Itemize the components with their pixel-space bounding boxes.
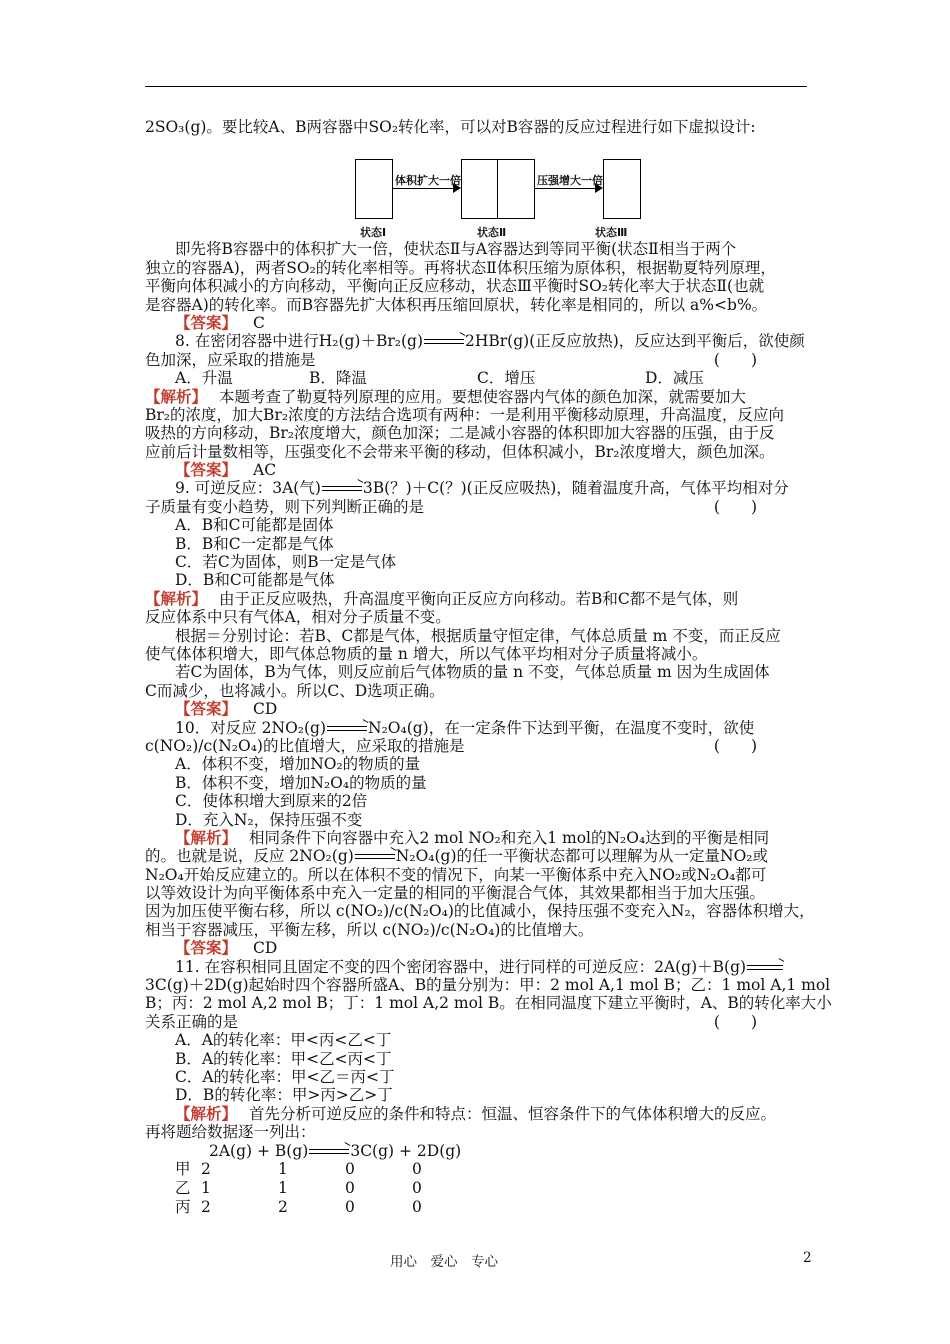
option-a: A．A的转化率：甲<丙<乙<丁 bbox=[175, 1031, 392, 1050]
analysis-tag: 【解析】 bbox=[175, 827, 238, 847]
analysis-line: 反应体系中只有气体A，相对分子质量不变。 bbox=[145, 608, 451, 627]
row-label: 乙 bbox=[175, 1178, 191, 1197]
equation-left: 2A(g) + B(g) bbox=[209, 1141, 309, 1160]
cell: 0 bbox=[412, 1197, 422, 1216]
intro-para-line: 平衡向体积减小的方向移动，平衡向正反应移动，状态Ⅲ平衡时SO₂转化率大于状态Ⅱ(也就 bbox=[145, 277, 765, 296]
answer-value: C bbox=[253, 313, 265, 332]
q8-answer bbox=[145, 461, 807, 479]
q8-options bbox=[145, 369, 807, 387]
analysis-line: 因为加压使平衡右移，所以 c(NO₂)/c(N₂O₄)的比值减小，保持压强不变充入N₂，容器体积增大， bbox=[145, 902, 815, 921]
cell: 0 bbox=[345, 1197, 355, 1216]
option-a: A．体积不变，增加NO₂的物质的量 bbox=[175, 755, 421, 774]
analysis-text-a: 的。也就是说，反应 2NO₂(g) bbox=[145, 847, 354, 866]
q10-analysis bbox=[145, 829, 807, 847]
state2-label: 状态Ⅱ bbox=[477, 226, 507, 240]
state3-label: 状态Ⅲ bbox=[595, 226, 628, 240]
q8-stem-c: 色加深，应采取的措施是 bbox=[145, 350, 316, 369]
q11-equation bbox=[145, 1142, 807, 1160]
state1-box bbox=[355, 159, 393, 219]
analysis-line: 吸热的方向移动，Br₂浓度增大，颜色加深；二是减小容器的体积即加大容器的压强，由于反 bbox=[145, 424, 775, 443]
intro-answer bbox=[145, 314, 807, 332]
cell: 2 bbox=[201, 1197, 211, 1216]
analysis-text: 本题考查了勒夏特列原理的应用。要想使容器内气体的颜色加深，就需要加大 bbox=[219, 387, 747, 406]
state2-box-right bbox=[497, 159, 535, 219]
analysis-line: 再将题给数据逐一列出： bbox=[145, 1123, 316, 1142]
analysis-line: 若C为固体，B为气体，则反应前后气体物质的量 n 不变，气体总质量 m 因为生成固体 bbox=[175, 663, 770, 682]
q9-stem-c: 子质量有变小趋势，则下列判断正确的是 bbox=[145, 497, 425, 516]
row-label: 甲 bbox=[175, 1159, 191, 1178]
state3-box bbox=[603, 159, 641, 219]
arrow1-label: 体积扩大一倍 bbox=[395, 174, 461, 188]
intro-line: 2SO₃(g)。要比较A、B两容器中SO₂转化率，可以对B容器的反应过程进行如下虚拟设计: bbox=[145, 118, 756, 136]
cell: 0 bbox=[345, 1159, 355, 1178]
option-c: C．若C为固体，则B一定是气体 bbox=[175, 553, 397, 572]
option-d: D．B和C可能都是气体 bbox=[175, 571, 335, 590]
arrow1-line bbox=[393, 188, 459, 189]
q11-stem-line: 3C(g)＋2D(g)起始时四个容器所盛A、B的量分别为：甲：2 mol A,1 mol B；乙：1 mol A,1 mol bbox=[145, 976, 831, 995]
option-c: C．使体积增大到原来的2倍 bbox=[175, 792, 368, 811]
table-row bbox=[145, 1179, 807, 1198]
option-d: D．充入N₂，保持压强不变 bbox=[175, 810, 363, 829]
analysis-line: 根据＝分别讨论：若B、C都是气体，根据质量守恒定律，气体总质量 m 不变，而正反应 bbox=[175, 626, 781, 645]
q11-stem-line4 bbox=[145, 1013, 807, 1031]
answer-blank: ( ) bbox=[713, 736, 757, 755]
option-c: C．A的转化率：甲<乙＝丙<丁 bbox=[175, 1067, 395, 1086]
cell: 2 bbox=[201, 1159, 211, 1178]
cell: 0 bbox=[412, 1159, 422, 1178]
option-b: B．B和C一定都是气体 bbox=[175, 534, 334, 553]
answer-blank: ( ) bbox=[713, 350, 757, 369]
q9-stem bbox=[145, 479, 807, 497]
option-a: A．升温 bbox=[175, 369, 233, 388]
q11-stem-a: 11. 在容积相同且固定不变的四个密闭容器中，进行同样的可逆反应：2A(g)＋B(g) bbox=[175, 957, 747, 976]
q8-stem-a: 8. 在密闭容器中进行H₂(g)＋Br₂(g) bbox=[175, 332, 423, 351]
answer-tag: 【答案】 bbox=[175, 699, 238, 719]
equilibrium-arrow-icon bbox=[327, 724, 367, 734]
cell: 2 bbox=[278, 1197, 288, 1216]
answer-blank: ( ) bbox=[713, 497, 757, 516]
analysis-line: Br₂的浓度，加大Br₂浓度的方法结合选项有两种：一是利用平衡移动原理，升高温度，反应向 bbox=[145, 405, 785, 424]
analysis-text: 相同条件下向容器中充入2 mol NO₂和充入1 mol的N₂O₄达到的平衡是相同 bbox=[249, 828, 770, 847]
q8-stem bbox=[145, 332, 807, 350]
virtual-design-diagram bbox=[145, 136, 807, 240]
header-rule bbox=[145, 86, 807, 87]
q9-answer bbox=[145, 700, 807, 718]
footer-text: 用心 爱心 专心 bbox=[390, 1254, 498, 1270]
page-content bbox=[145, 118, 832, 1217]
table-row bbox=[145, 1198, 807, 1217]
cell: 0 bbox=[412, 1178, 422, 1197]
cell: 1 bbox=[278, 1159, 288, 1178]
q10-stem bbox=[145, 719, 807, 737]
q8-stem-b: 2HBr(g)(正反应放热)，反应达到平衡后，欲使颜 bbox=[465, 332, 805, 351]
q10-answer bbox=[145, 939, 807, 957]
analysis-text: 首先分析可逆反应的条件和特点：恒温、恒容条件下的气体体积增大的反应。 bbox=[249, 1104, 777, 1123]
q9-stem-b: 3B(？)＋C(？)(正反应吸热)，随着温度升高，气体平均相对分 bbox=[362, 479, 789, 498]
analysis-line: 使气体体积增大，即气体总物质的量 n 增大，所以气体平均相对分子质量将减小。 bbox=[145, 644, 708, 663]
equilibrium-arrow-icon bbox=[424, 337, 464, 347]
equilibrium-arrow-icon bbox=[747, 963, 783, 973]
cell: 1 bbox=[278, 1178, 288, 1197]
option-b: B．体积不变，增加N₂O₄的物质的量 bbox=[175, 773, 427, 792]
q8-stem-line2 bbox=[145, 351, 807, 369]
option-b: B．A的转化率：甲<乙<丙<丁 bbox=[175, 1049, 392, 1068]
option-d: D．减压 bbox=[645, 369, 704, 388]
analysis-line: N₂O₄开始反应建立的。所以在体积不变的情况下，向某一平衡体系中充入NO₂或N₂O₄都可 bbox=[145, 865, 767, 884]
equilibrium-arrow-icon bbox=[322, 484, 362, 494]
option-d: D．B的转化率：甲>丙>乙>丁 bbox=[175, 1086, 393, 1105]
q10-stem-c: c(NO₂)/c(N₂O₄)的比值增大，应采取的措施是 bbox=[145, 736, 465, 755]
analysis-line: 应前后计量数相等，压强变化不会带来平衡的移动，但体积减小，Br₂浓度增大，颜色加深。 bbox=[145, 442, 775, 461]
q9-stem-line2 bbox=[145, 498, 807, 516]
state2-box-left bbox=[461, 159, 499, 219]
option-a: A．B和C可能都是固体 bbox=[175, 516, 334, 535]
q11-analysis bbox=[145, 1105, 807, 1123]
cell: 0 bbox=[345, 1178, 355, 1197]
analysis-line bbox=[145, 847, 807, 865]
analysis-tag: 【解析】 bbox=[175, 1103, 238, 1123]
q11-stem bbox=[145, 958, 807, 976]
analysis-text-b: N₂O₄(g)的任一平衡状态都可以理解为从一定量NO₂或 bbox=[395, 847, 768, 866]
arrow2-line bbox=[535, 188, 601, 189]
intro-para-line: 独立的容器A)，两者SO₂的转化率相等。再将状态Ⅱ体积压缩为原体积，根据勒夏特列原理， bbox=[145, 258, 776, 277]
q10-stem-b: N₂O₄(g)，在一定条件下达到平衡，在温度不变时，欲使 bbox=[368, 718, 755, 737]
answer-value: AC bbox=[253, 461, 277, 480]
row-label: 丙 bbox=[175, 1197, 191, 1216]
analysis-tag: 【解析】 bbox=[145, 386, 208, 406]
answer-value: CD bbox=[253, 939, 278, 958]
intro-para-line: 是容器A)的转化率。而B容器先扩大体积再压缩回原状，转化率是相同的，所以 a%<b%。 bbox=[145, 295, 768, 314]
answer-value: CD bbox=[253, 700, 278, 719]
analysis-line: C而减少，也将减小。所以C、D选项正确。 bbox=[145, 681, 445, 700]
arrow2-label: 压强增大一倍 bbox=[537, 174, 603, 188]
equilibrium-arrow-icon bbox=[355, 852, 395, 862]
state1-label: 状态Ⅰ bbox=[360, 226, 387, 240]
analysis-line: 以等效设计为向平衡体系中充入一定量的相同的平衡混合气体，其效果都相当于加大压强。 bbox=[145, 884, 766, 903]
answer-tag: 【答案】 bbox=[175, 460, 238, 480]
q9-stem-a: 9. 可逆反应：3A(气) bbox=[175, 479, 321, 498]
option-c: C．增压 bbox=[477, 369, 536, 388]
analysis-line: 相当于容器减压，平衡左移，所以 c(NO₂)/c(N₂O₄)的比值增大。 bbox=[145, 920, 594, 939]
equation-right: 3C(g) + 2D(g) bbox=[350, 1141, 462, 1160]
answer-blank: ( ) bbox=[713, 1012, 757, 1031]
answer-tag: 【答案】 bbox=[175, 312, 238, 332]
q11-stem-d: 关系正确的是 bbox=[145, 1012, 239, 1031]
analysis-tag: 【解析】 bbox=[145, 588, 208, 608]
answer-tag: 【答案】 bbox=[175, 938, 238, 958]
q10-stem-a: 10．对反应 2NO₂(g) bbox=[175, 718, 327, 737]
q9-analysis bbox=[145, 590, 807, 608]
q8-analysis bbox=[145, 388, 807, 406]
cell: 1 bbox=[201, 1178, 211, 1197]
table-row bbox=[145, 1160, 807, 1179]
intro-para-line: 即先将B容器中的体积扩大一倍，使状态Ⅱ与A容器达到等同平衡(状态Ⅱ相当于两个 bbox=[175, 240, 737, 259]
option-b: B．降温 bbox=[309, 369, 367, 388]
q10-stem-line2 bbox=[145, 737, 807, 755]
equilibrium-arrow-icon bbox=[309, 1147, 349, 1157]
analysis-text: 由于正反应吸热，升高温度平衡向正反应方向移动。若B和C都不是气体，则 bbox=[219, 589, 739, 608]
q11-stem-line: B；丙：2 mol A,2 mol B；丁：1 mol A,2 mol B。在相同温度下建立平衡时，A、B的转化率大小 bbox=[145, 994, 832, 1013]
page-number: 2 bbox=[803, 1250, 812, 1266]
